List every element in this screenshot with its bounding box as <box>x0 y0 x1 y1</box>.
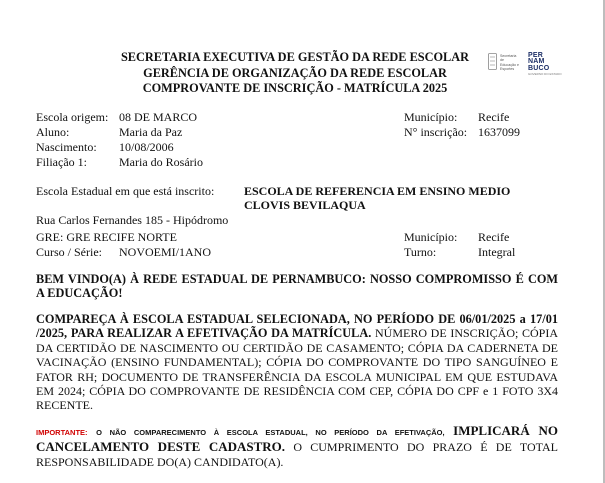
instruction-bold: COMPAREÇA À ESCOLA ESTADUAL SELECIONADA, NO PERÍODO DE 06/01/2025 a 17/01 /2025, PARA REALIZAR A EFETIVAÇÃO DA MATRÍCULA. <box>36 312 558 341</box>
school-address: Rua Carlos Fernandes 185 - Hipódromo <box>36 213 229 227</box>
header-line-3: COMPROVANTE DE INSCRIÇÃO - MATRÍCULA 2025 <box>142 81 448 95</box>
municipio-value: Recife <box>478 110 510 124</box>
filiacao-value: Maria do Rosário <box>119 155 203 169</box>
important-rest: O CUMPRIMENTO DO PRAZO É DE TOTAL RESPONSABILIDADE DO(A) CANDIDATO(A). <box>36 440 559 469</box>
inscricao-label: N° inscrição: <box>404 125 468 139</box>
nascimento-label: Nascimento: <box>36 140 97 154</box>
school-municipio-value: Recife <box>478 230 510 244</box>
logo-secretaria-text: Secretaria de Educação e Esportes <box>500 54 519 72</box>
important-notice <box>36 424 558 469</box>
header-line-1: SECRETARIA EXECUTIVA DE GESTÃO DA REDE ESCOLAR <box>120 50 470 64</box>
aluno-label: Aluno: <box>36 125 70 139</box>
pernambuco-logo <box>488 52 564 78</box>
curso-value: NOVOEMI/1ANO <box>119 245 211 259</box>
important-small: O NÃO COMPARECIMENTO À ESCOLA ESTADUAL, NO PERÍODO DA EFETIVAÇÃO, <box>96 428 445 437</box>
turno-label: Turno: <box>404 245 437 259</box>
school-label: Escola Estadual em que está inscrito: <box>36 184 215 198</box>
important-big: IMPLICARÁ NO CANCELAMENTO DESTE CADASTRO. <box>36 423 559 455</box>
logo-gov-text: GOVERNO DO ESTADO <box>528 72 562 76</box>
important-label: IMPORTANTE: <box>36 428 88 437</box>
instructions <box>36 312 558 413</box>
curso-label: Curso / Série: <box>36 245 102 259</box>
logo-brand: PER NAM BUCO <box>528 52 550 72</box>
inscricao-value: 1637099 <box>478 125 520 139</box>
escola-origem-label: Escola origem: <box>36 110 109 124</box>
aluno-value: Maria da Paz <box>119 125 183 139</box>
municipio-label: Município: <box>404 110 458 124</box>
school-name-line-1: ESCOLA DE REFERENCIA EM ENSINO MEDIO <box>244 184 511 198</box>
document-header <box>100 50 490 97</box>
nascimento-value: 10/08/2006 <box>119 140 174 154</box>
documents-list: NÚMERO DE INSCRIÇÃO; CÓPIA DA CERTIDÃO DE NASCIMENTO OU CERTIDÃO DE CASAMENTO; CÓPIA DA CADERNETA DE VACINAÇÃO (ENSINO FUNDAMENTAL); CÓPIA DO COMPROVANTE DO TIPO SANGUÍNEO E FATOR RH; DOCUMENTO DE TRANSFERÊNCIA DA ESCOLA MUNICIPAL EM QUE ESTUDAVA EM 2024; CÓPIA DO COMPROVANTE DE RESIDÊNCIA COM CEP, CÓPIA DO CPF e 1 FOTO 3X4 RECENTE. <box>36 326 559 413</box>
escola-origem-value: 08 DE MARCO <box>119 110 198 124</box>
school-name-line-2: CLOVIS BEVILAQUA <box>244 198 366 212</box>
header-line-2: GERÊNCIA DE ORGANIZAÇÃO DA REDE ESCOLAR <box>143 65 447 80</box>
filiacao-label: Filiação 1: <box>36 155 87 169</box>
school-municipio-label: Município: <box>404 230 458 244</box>
turno-value: Integral <box>478 245 516 259</box>
shield-icon <box>488 53 497 70</box>
gre-value: GRE: GRE RECIFE NORTE <box>36 230 177 244</box>
welcome-message: BEM VINDO(A) À REDE ESTADUAL DE PERNAMBUCO: NOSSO COMPROMISSO É COM A EDUCAÇÃO! <box>36 272 558 301</box>
